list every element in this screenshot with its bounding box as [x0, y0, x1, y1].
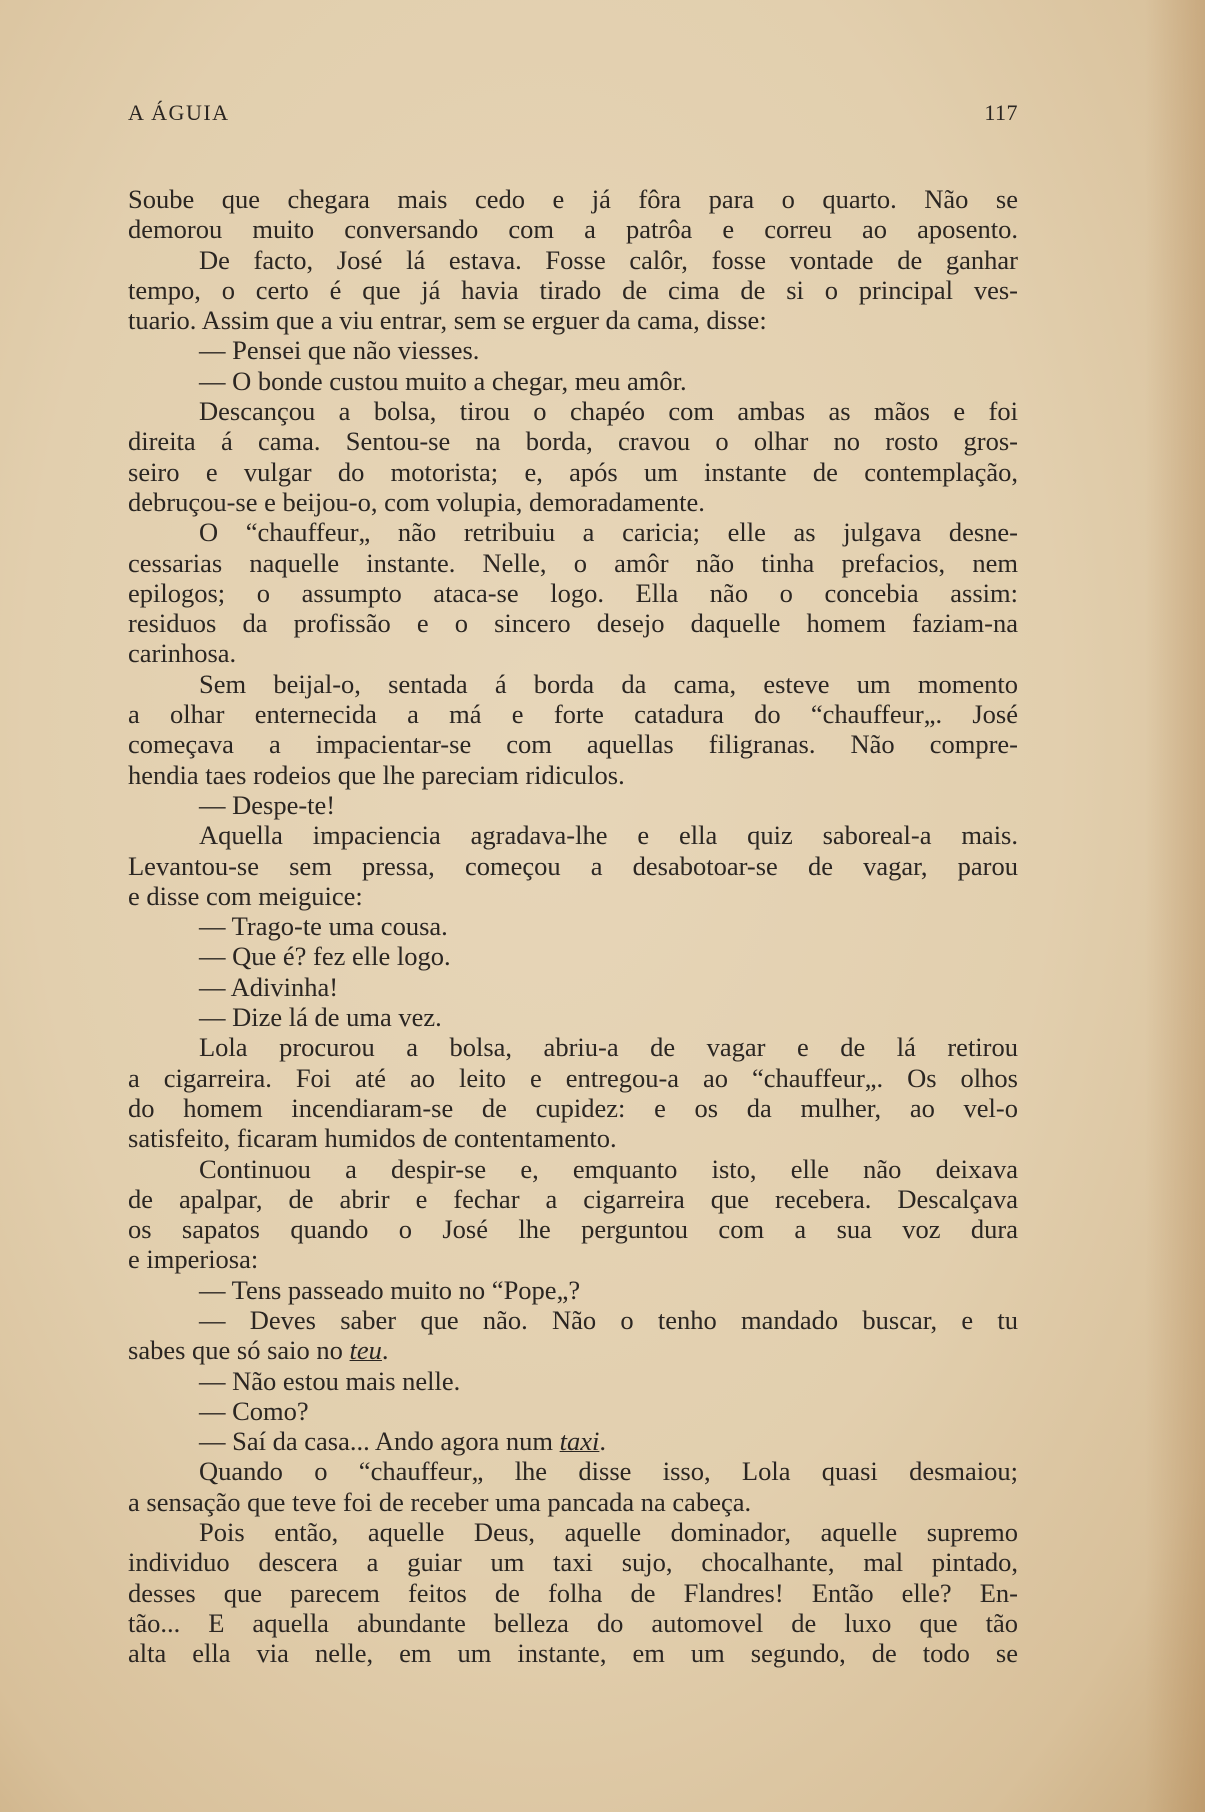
- line-suffix: .: [599, 1426, 606, 1457]
- text-line: [128, 1547, 1018, 1577]
- line-text: e imperiosa:: [128, 1244, 259, 1275]
- text-line: [128, 729, 1018, 759]
- line-text: residuos da profissão e o sincero desejo daquelle homem faziam-na: [128, 608, 1018, 639]
- line-text: De facto, José lá estava. Fosse calôr, fosse vontade de ganhar: [199, 244, 1018, 275]
- line-text: epilogos; o assumpto ataca-se logo. Ella não o concebia assim:: [128, 577, 1018, 608]
- text-line: [128, 699, 1018, 729]
- text-line: [128, 669, 1018, 699]
- body-text: [128, 184, 1018, 1669]
- line-text: Continuou a despir-se e, emquanto isto, elle não deixava: [199, 1153, 1018, 1184]
- line-text: — Deves saber que não. Não o tenho mandado buscar, e tu: [199, 1304, 1018, 1335]
- line-text: começava a impacientar-se com aquellas filigranas. Não compre-: [128, 729, 1018, 760]
- line-text: a sensação que teve foi de receber uma pancada na cabeça.: [128, 1486, 752, 1517]
- line-text: — Saí da casa... Ando agora num: [199, 1426, 560, 1457]
- line-text: Soube que chegara mais cedo e já fôra para o quarto. Não se: [128, 184, 1018, 214]
- line-text: de apalpar, de abrir e fechar a cigarreira que recebera. Descalçava: [128, 1183, 1018, 1214]
- line-text: — Tens passeado muito no “Pope„?: [199, 1274, 581, 1305]
- line-text: carinhosa.: [128, 638, 237, 669]
- line-text: cessarias naquelle instante. Nelle, o amôr não tinha prefacios, nem: [128, 547, 1018, 578]
- line-text: Sem beijal-o, sentada á borda da cama, esteve um momento: [199, 668, 1018, 699]
- text-line: [128, 608, 1018, 638]
- text-line: [128, 1184, 1018, 1214]
- text-line: [128, 366, 1018, 396]
- line-text: do homem incendiaram-se de cupidez: e os da mulher, ao vel-o: [128, 1092, 1018, 1123]
- text-line: [128, 1578, 1018, 1608]
- text-line: [128, 1608, 1018, 1638]
- text-line: [128, 426, 1018, 456]
- line-text: direita á cama. Sentou-se na borda, cravou o olhar no rosto gros-: [128, 426, 1018, 457]
- line-text: O “chauffeur„ não retribuiu a caricia; elle as julgava desne-: [199, 517, 1018, 548]
- line-text: individuo descera a guiar um taxi sujo, chocalhante, mal pintado,: [128, 1547, 1018, 1578]
- line-text: os sapatos quando o José lhe perguntou com a sua voz dura: [128, 1214, 1018, 1245]
- line-text: — Pensei que não viesses.: [199, 335, 480, 366]
- line-text: — Despe-te!: [199, 789, 336, 820]
- text-line: [128, 214, 1018, 244]
- text-line: [128, 911, 1018, 941]
- text-line: [128, 1032, 1018, 1062]
- running-title: A ÁGUIA: [128, 100, 230, 125]
- line-suffix: .: [381, 1335, 389, 1366]
- line-text: Aquella impaciencia agradava-lhe e ella quiz saboreal-a mais.: [199, 820, 1018, 851]
- text-line: [128, 851, 1018, 881]
- line-text: tempo, o certo é que já havia tirado de cima de si o principal ves-: [128, 274, 1018, 305]
- text-line: [128, 1638, 1018, 1668]
- line-text: — Adivinha!: [199, 971, 339, 1002]
- text-line: [128, 548, 1018, 578]
- text-line: [128, 1063, 1018, 1093]
- line-text: hendia taes rodeios que lhe pareciam ridiculos.: [128, 759, 625, 790]
- text-line: [128, 1456, 1018, 1486]
- line-text: debruçou-se e beijou-o, com volupia, demoradamente.: [128, 486, 705, 517]
- line-text: — Como?: [199, 1395, 309, 1426]
- text-line: [128, 1517, 1018, 1547]
- line-text: — Não estou mais nelle.: [199, 1365, 461, 1396]
- line-text: tão... E aquella abundante belleza do automovel de luxo que tão: [128, 1607, 1018, 1638]
- text-line: [128, 1154, 1018, 1184]
- text-line: [128, 1123, 1018, 1153]
- line-text: a cigarreira. Foi até ao leito e entregou-a ao “chauffeur„. Os olhos: [128, 1062, 1018, 1093]
- line-text: sabes que só saio no: [128, 1335, 350, 1366]
- line-text: Levantou-se sem pressa, começou a desabotoar-se de vagar, parou: [128, 850, 1018, 881]
- text-line: [128, 820, 1018, 850]
- text-line: [128, 1305, 1018, 1335]
- line-text: demorou muito conversando com a patrôa e correu ao aposento.: [128, 214, 1018, 245]
- text-line: [128, 396, 1018, 426]
- text-line: [128, 790, 1018, 820]
- line-text: — Dize lá de uma vez.: [199, 1002, 442, 1033]
- line-text: — O bonde custou muito a chegar, meu amôr.: [199, 365, 687, 396]
- text-line: [128, 1214, 1018, 1244]
- text-line: [128, 457, 1018, 487]
- line-text: Quando o “chauffeur„ lhe disse isso, Lola quasi desmaiou;: [199, 1456, 1018, 1487]
- text-line: [128, 335, 1018, 365]
- text-line: [128, 1487, 1018, 1517]
- text-line: [128, 881, 1018, 911]
- line-text: alta ella via nelle, em um instante, em um segundo, de todo se: [128, 1638, 1018, 1669]
- text-line: [128, 1244, 1018, 1274]
- text-line: [128, 1426, 1018, 1456]
- line-text: desses que parecem feitos de folha de Flandres! Então elle? En-: [128, 1577, 1018, 1608]
- emphasized-word: taxi: [559, 1426, 600, 1457]
- text-line: [128, 1002, 1018, 1032]
- line-text: Descançou a bolsa, tirou o chapéo com ambas as mãos e foi: [199, 396, 1018, 427]
- text-line: [128, 275, 1018, 305]
- line-text: — Trago-te uma cousa.: [199, 911, 448, 942]
- line-text: seiro e vulgar do motorista; e, após um instante de contemplação,: [128, 456, 1018, 487]
- page-number: 117: [984, 100, 1018, 125]
- text-line: [128, 760, 1018, 790]
- emphasized-word: teu: [349, 1335, 382, 1366]
- line-text: a olhar enternecida a má e forte catadura do “chauffeur„. José: [128, 699, 1018, 730]
- text-line: [128, 578, 1018, 608]
- text-line: [128, 184, 1018, 214]
- text-line: [128, 517, 1018, 547]
- line-text: — Que é? fez elle logo.: [199, 941, 451, 972]
- text-line: [128, 1396, 1018, 1426]
- line-text: e disse com meiguice:: [128, 880, 363, 911]
- text-line: [128, 245, 1018, 275]
- text-line: [128, 972, 1018, 1002]
- text-line: [128, 1335, 1018, 1365]
- line-text: Lola procurou a bolsa, abriu-a de vagar e de lá retirou: [199, 1032, 1018, 1063]
- text-line: [128, 305, 1018, 335]
- text-line: [128, 1093, 1018, 1123]
- line-text: Pois então, aquelle Deus, aquelle dominador, aquelle supremo: [199, 1517, 1018, 1548]
- page-edge-shadow: [1145, 0, 1205, 1812]
- text-line: [128, 487, 1018, 517]
- text-line: [128, 1275, 1018, 1305]
- running-header: [128, 100, 1018, 130]
- text-line: [128, 638, 1018, 668]
- line-text: satisfeito, ficaram humidos de contentamento.: [128, 1123, 617, 1154]
- text-line: [128, 941, 1018, 971]
- text-line: [128, 1366, 1018, 1396]
- line-text: tuario. Assim que a viu entrar, sem se erguer da cama, disse:: [128, 305, 767, 336]
